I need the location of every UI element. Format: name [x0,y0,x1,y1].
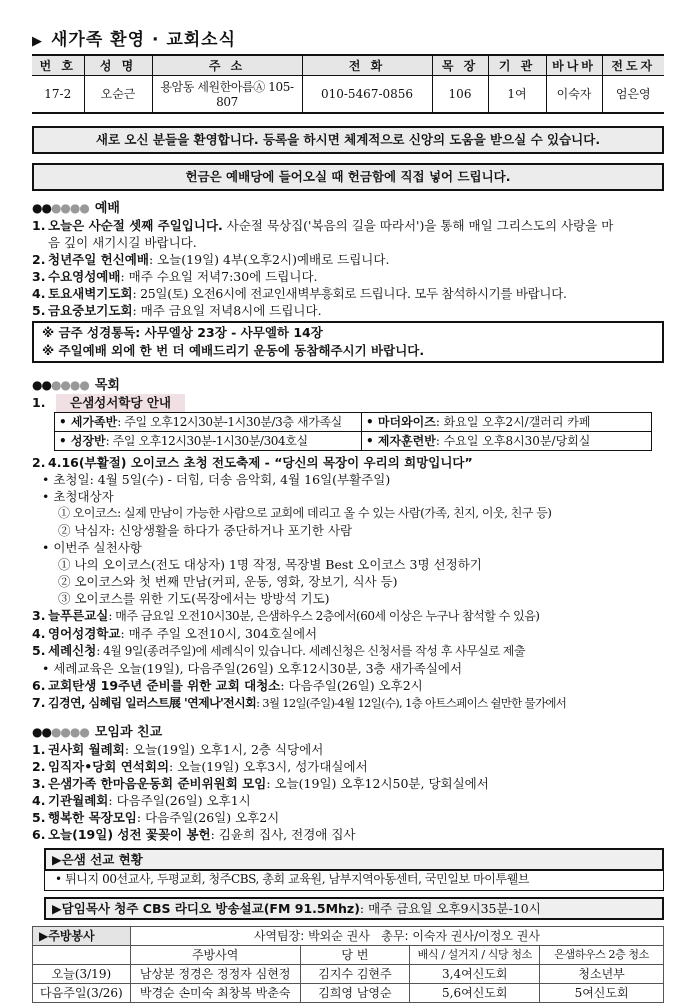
evangelism-details [32,471,664,607]
new-family-header-row [32,55,664,76]
cell-evangelist: 엄은영 [602,76,664,114]
col-number: 번 호 [32,55,84,76]
ministry-list-end [32,677,664,712]
list-item [32,677,664,694]
item-text: 사순절 묵상집('복음의 길을 따라서')을 통해 매일 그리스도의 사랑을 마 [222,218,614,233]
cell-kitchen: 남상분 정경은 정정자 심현정 [130,965,300,984]
item-number: 4. [32,286,46,301]
item-text: : 매주 금요일 저녁8시에 드립니다. [132,303,322,318]
col-name: 성 명 [84,55,152,76]
detail-line: ② 낙심자: 신앙생활을 하다가 중단하거나 포기한 사람 [58,523,353,538]
item-number: 3. [32,776,46,791]
ministry-list-continued [32,607,664,660]
item-number: 3. [32,269,46,284]
item-title: 세례신청 [48,643,97,658]
item-number: 7. [32,695,46,710]
new-family-table [32,54,664,114]
item-title: 행복한 목장모임 [48,810,137,825]
item-number: 2. [32,455,46,470]
table-row [55,413,652,432]
list-item [32,285,664,302]
col-cell-group: 목 장 [432,55,488,76]
item-number: 1. [32,742,46,757]
list-item [32,217,664,251]
cell-phone: 010-5467-0856 [302,76,432,114]
section-heading-worship [32,200,664,217]
item-title: 김경연, 심혜림 일러스트展 '연제나'전시회 [48,696,257,710]
item-title: 금요중보기도회 [48,303,133,318]
radio-sermon-bar [44,897,664,920]
item-text: : 매주 주일 오전10시, 304호실에서 [120,626,318,641]
item-title: 교회탄생 19주년 준비를 위한 교회 대청소 [48,678,281,693]
item-number: 4. [32,626,46,641]
class-name: • 성장반 [59,434,106,448]
section-heading-ministry [32,377,664,394]
class-time: : 화요일 오후2시/갤러리 카페 [435,415,591,429]
item-title: 임직자•당회 연석회의 [48,759,170,774]
item-text: : 4월 9일(종려주일)에 세례식이 있습니다. 세례신청은 신청서를 작성 후 사무실로 제출 [96,644,525,658]
gatherings-list [32,741,664,843]
item-number: 1. [32,395,46,410]
cell-house: 5여신도회 [540,984,664,1003]
list-item [32,454,664,471]
table-row [32,76,664,114]
bible-reading-line: ※ 금주 성경통독: 사무엘상 23장 - 사무엘하 14장 [42,325,323,340]
col-serving: 배식 / 설거지 / 식당 청소 [410,946,540,965]
detail-line: ② 오이코스와 첫 번째 만남(커피, 운동, 영화, 장보기, 식사 등) [58,574,398,589]
class-name: • 세가족반 [59,415,118,429]
item-number: 3. [32,608,46,623]
col-house-cleaning: 은샘하우스 2층 청소 [540,946,664,965]
triangle-icon: ▶ [32,34,43,49]
item-title: 수요영성예배 [48,269,121,284]
item-number: 5. [32,810,46,825]
worship-list [32,217,664,319]
item-number: 6. [32,827,46,842]
cell-house: 청소년부 [540,965,664,984]
item-number: 4. [32,793,46,808]
col-duty: 당 번 [300,946,410,965]
extra-worship-line: ※ 주일예배 외에 한 번 더 예배드리기 운동에 동참해주시기 바랍니다. [42,343,425,358]
item-text-continued: 음 깊이 새기시길 바랍니다. [48,235,197,250]
school-heading-row [32,394,664,412]
section-title: 예배 [94,201,120,216]
item-title: 기관월례회 [48,793,109,808]
class-name: • 마더와이즈 [366,415,436,429]
col-address: 주 소 [152,55,302,76]
col-phone: 전 화 [302,55,432,76]
list-item [32,792,664,809]
col-barnabas: 바나바 [546,55,602,76]
item-title: 늘푸른교실 [48,608,109,623]
item-title: 은샘가족 한마음운동회 준비위원회 모임 [48,776,267,791]
list-item [32,775,664,792]
class-time: : 수요일 오후8시30분/당회실 [435,434,591,448]
class-time: : 주일 오후12시30분-1시30분/304호실 [105,434,308,448]
col-kitchen-ministry: 주방사역 [130,946,300,965]
item-text: : 김윤희 집사, 전경애 집사 [210,827,356,842]
detail-line: • 초청대상자 [42,489,114,504]
page-title-text: 새가족 환영 · 교회소식 [51,30,237,50]
ministry-list [32,454,664,471]
item-title: 청년주일 헌신예배 [48,252,149,267]
item-number: 6. [32,678,46,693]
col-evangelist: 전도자 [602,55,664,76]
school-cell [55,432,362,451]
item-title: 권사회 월례회 [48,742,125,757]
item-title: 영어성경학교 [48,626,121,641]
table-row [33,946,664,965]
cell-organization: 1여 [488,76,546,114]
list-item [32,758,664,775]
item-title: 오늘은 사순절 셋째 주일입니다. [48,218,223,233]
mission-text: • 튀니지 00선교사, 두평교회, 청주CBS, 총회 교육원, 남부지역아동센터, 국민일보 마이투웰브 [44,871,664,891]
cell-duty: 김지수 김현주 [300,965,410,984]
dots-icon: ●●●●●● [32,201,89,215]
list-item [32,826,664,843]
table-row [33,965,664,984]
item-text: : 오늘(19일) 4부(오후2시)예배로 드립니다. [148,252,390,267]
section-title: 모임과 친교 [94,725,163,740]
list-item [32,268,664,285]
cell-serving: 3,4여신도회 [410,965,540,984]
cell-duty: 김희영 남영순 [300,984,410,1003]
list-item [32,642,664,660]
cell-serving: 5,6여신도회 [410,984,540,1003]
dots-icon: ●●●●●● [32,725,89,739]
class-name: • 제자훈련반 [366,434,436,448]
list-item [32,251,664,268]
detail-line: ③ 오이코스를 위한 기도(목장에서는 방방석 기도) [58,591,330,606]
item-text: : 3월 12일(주일)-4월 12일(수), 1층 아트스페이스 쉴만한 물가에서 [256,696,567,710]
baptism-education-line: • 세례교육은 오늘(19일), 다음주일(26일) 오후12시30분, 3층 새가족실에서 [42,661,463,676]
list-item [32,741,664,758]
detail-line: • 초청일: 4월 5일(수) - 더힘, 더송 음악회, 4월 16일(부활주일) [42,472,391,487]
cell-name: 오순근 [84,76,152,114]
kitchen-service-table [32,926,664,1003]
col-organization: 기 관 [488,55,546,76]
kitchen-leaders: 사역팀장: 박외순 권사 총무: 이숙자 권사/이정오 권사 [130,927,663,946]
kitchen-title: ▶주방봉사 [33,927,131,946]
item-text: : 25일(토) 오전6시에 전교인새벽부흥회로 드립니다. 모두 참석하시기를 바랍니다. [132,286,567,301]
item-number: 5. [32,303,46,318]
list-item [32,302,664,319]
item-title: 4.16(부활절) 오이코스 초청 전도축제 - “당신의 목장이 우리의 희망입니다” [48,455,473,470]
school-cell [55,413,362,432]
table-row [55,432,652,451]
item-text: : 다음주일(26일) 오후1시 [108,793,251,808]
cell-cell-group: 106 [432,76,488,114]
cell-date: 다음주일(3/26) [33,984,131,1003]
section-title: 목회 [94,378,120,393]
school-table [54,412,652,451]
item-text: : 오늘(19일) 오후12시50분, 당회실에서 [266,776,489,791]
col-empty [33,946,131,965]
section-heading-gatherings [32,724,664,741]
item-number: 5. [32,643,46,658]
item-text: : 매주 금요일 오전10시30분, 은샘하우스 2층에서(60세 이상은 누구나 참석할 수 있음) [108,609,540,623]
list-item [32,809,664,826]
cell-date: 오늘(3/19) [33,965,131,984]
detail-line: • 이번주 실천사항 [42,540,142,555]
item-number: 1. [32,218,46,233]
item-title: 토요새벽기도회 [48,286,133,301]
mission-box [44,848,664,891]
item-text: : 오늘(19일) 오후3시, 성가대실에서 [169,759,368,774]
cell-number: 17-2 [32,76,84,114]
school-title: 은샘성서학당 안내 [56,394,185,412]
item-text: : 매주 수요일 저녁7:30에 드립니다. [120,269,318,284]
table-row [33,984,664,1003]
school-cell [362,432,652,451]
item-number: 2. [32,759,46,774]
cell-kitchen: 박경순 손미숙 최창복 박춘숙 [130,984,300,1003]
list-item [32,694,664,712]
detail-line: ① 오이코스: 실제 만남이 가능한 사람으로 교회에 데리고 올 수 있는 사람(가족, 친지, 이웃, 친구 등) [58,506,552,520]
class-time: : 주일 오후12시30분-1시30분/3층 새가족실 [117,415,342,429]
radio-title: ▶담임목사 청주 CBS 라디오 방송설교(FM 91.5Mhz) [52,901,360,916]
item-number: 2. [32,252,46,267]
offering-notice: 헌금은 예배당에 들어오실 때 헌금함에 직접 넣어 드립니다. [32,163,664,191]
item-text: : 오늘(19일) 오후1시, 2층 식당에서 [124,742,324,757]
mission-title: ▶은샘 선교 현황 [44,848,664,871]
page-title [32,28,664,52]
detail-line: ① 나의 오이코스(전도 대상자) 1명 작정, 목장별 Best 오이코스 3명 선정하기 [58,557,482,572]
radio-time: : 매주 금요일 오후9시35분-10시 [359,901,541,916]
item-text: : 다음주일(26일) 오후2시 [136,810,280,825]
table-row [33,927,664,946]
bible-reading-box [32,321,664,363]
school-cell [362,413,652,432]
welcome-notice: 새로 오신 분들을 환영합니다. 등록을 하시면 체계적으로 신앙의 도움을 받으실 수 있습니다. [32,126,664,154]
cell-barnabas: 이숙자 [546,76,602,114]
item-text: : 다음주일(26일) 오후2시 [280,678,423,693]
dots-icon: ●●●●●● [32,378,89,392]
list-item [32,625,664,642]
bulletin-page [32,28,664,1003]
item-title: 오늘(19일) 성전 꽃꽂이 봉헌 [48,827,211,842]
cell-address: 용암동 세원한아름Ⓐ 105-807 [152,76,302,114]
list-item [32,607,664,625]
